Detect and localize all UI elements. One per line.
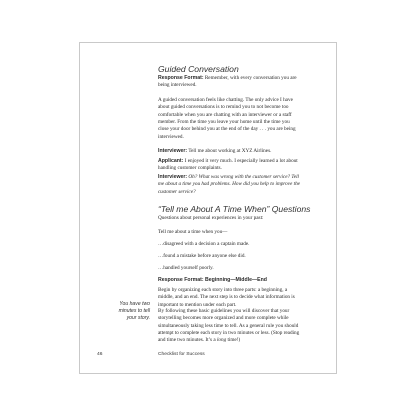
dialogue-text: Oh? What was wrong with the customer service? Tell: [187, 174, 299, 180]
paragraph-line: important to mention under each part.: [158, 301, 237, 308]
response-format-value: Beginning—Middle—End: [203, 277, 267, 283]
page-number: 46: [97, 352, 103, 357]
margin-note-line: You have two: [119, 301, 150, 307]
response-format-text: Remember, with every conversation you are: [203, 75, 297, 81]
section-heading-tell-me-about: “Tell me About A Time When” Questions: [158, 204, 311, 214]
paragraph-line: member. From the time you leave your home until the time you: [158, 119, 290, 126]
response-format-label: Response Format:: [158, 277, 204, 283]
dialogue-applicant: [158, 158, 330, 173]
list-item: …disagreed with a decision a captain made.: [158, 241, 250, 247]
margin-note-line: your story.: [126, 315, 150, 322]
list-item: …found a mistake before anyone else did.: [158, 252, 246, 259]
dialogue-text: Tell me about working at XYZ Airlines.: [187, 148, 272, 154]
margin-note-line: minutes to tell: [118, 308, 150, 315]
response-format-label: Response Format:: [158, 75, 204, 81]
paragraph-line: By following these basic guidelines you will discover that your: [158, 308, 290, 314]
dialogue-interviewer-1: [158, 148, 330, 155]
paragraph-line: about guided conversations is to remind you to not become too: [158, 104, 289, 111]
dialogue-text: I enjoyed it very much. I especially learned a lot about: [183, 158, 298, 164]
paragraph-line: A guided conversation feels like chatting. The only advice I have: [158, 97, 293, 103]
section-heading-guided-conversation: Guided Conversation: [158, 64, 239, 74]
dialogue-text: me about a time you had problems. How did you help to improve the: [158, 181, 300, 188]
paragraph-line: storytelling becomes more organized and more complete while: [158, 315, 289, 322]
paragraph-line: simultaneously taking less time to tell. As a general rule you should: [158, 322, 299, 329]
paragraph-line: attempt to complete each story in two minutes or less. (Stop reading: [158, 330, 300, 337]
example-list: [158, 241, 330, 272]
response-format-bme: [158, 277, 330, 284]
paragraph-line: and time two minutes. It’s a: [158, 337, 217, 344]
response-format-text-2: being interviewed.: [158, 82, 197, 89]
begin-paragraph: [158, 287, 330, 309]
intro-text: Questions about personal experiences in your past:: [158, 215, 264, 221]
prompt-text: Tell me about a time when you—: [158, 229, 228, 235]
speaker-label: Interviewer:: [158, 148, 188, 154]
dialogue-text: customer service?: [158, 188, 196, 195]
dialogue-interviewer-2: [158, 174, 330, 196]
margin-note: [110, 301, 150, 323]
paragraph-line: interviewed.: [158, 133, 184, 140]
guideline-paragraph: [158, 308, 330, 345]
dialogue-text: handling customer complaints.: [158, 165, 222, 172]
speaker-label: Interviewer:: [158, 174, 188, 180]
paragraph-tail: time!): [226, 337, 241, 344]
response-format-guided: [158, 75, 330, 90]
paragraph-line: comfortable when you are chatting with an interviewer or a staff: [158, 111, 292, 118]
paragraph-line: Begin by organizing each story into three parts: a beginning, a: [158, 287, 288, 293]
section2-prompt: [158, 229, 330, 236]
speaker-label: Applicant:: [158, 158, 184, 164]
running-footer-title: Checklist for Success: [158, 352, 205, 357]
list-item: …handled yourself poorly.: [158, 264, 214, 271]
guided-conversation-paragraph: [158, 97, 330, 141]
emphasis-text: long: [216, 337, 227, 344]
paragraph-line: middle, and an end. The next step is to decide what information is: [158, 294, 295, 301]
section2-intro: [158, 215, 330, 222]
paragraph-line: close your door behind you at the end of the day . . . you are being: [158, 126, 296, 133]
